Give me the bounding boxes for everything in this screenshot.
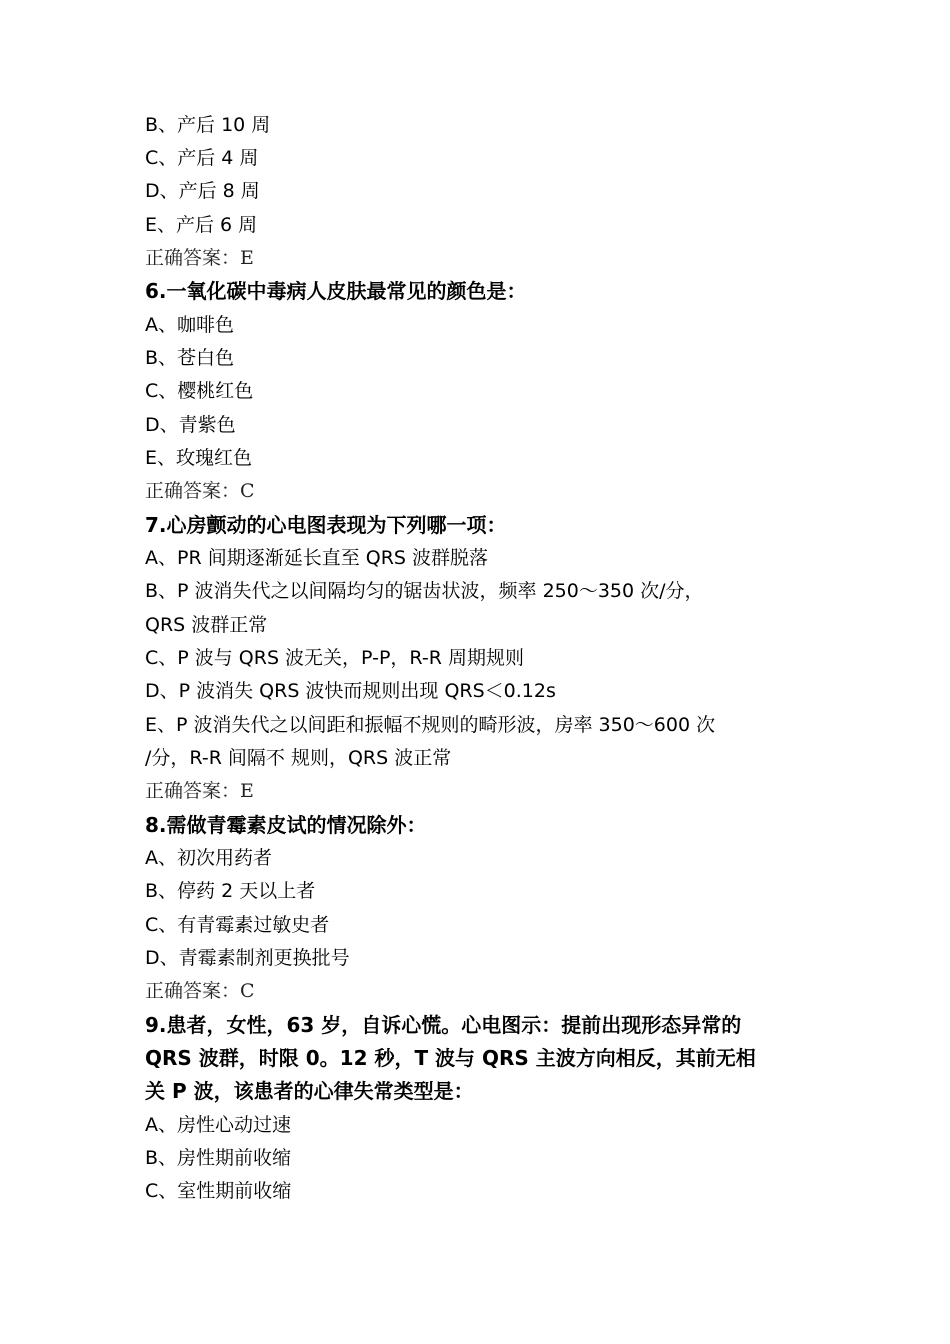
option-line: E、玫瑰红色 xyxy=(145,447,253,469)
question-line: 7.心房颤动的心电图表现为下列哪一项： xyxy=(145,513,507,537)
option-line: B、P 波消失代之以间隔均匀的锯齿状波，频率 250～350 次/分， xyxy=(145,580,704,602)
option-line: A、初次用药者 xyxy=(145,847,272,869)
answer-line: 正确答案：C xyxy=(145,480,255,502)
option-line: D、青紫色 xyxy=(145,414,236,436)
option-line: E、产后 6 周 xyxy=(145,214,258,236)
option-line: C、樱桃红色 xyxy=(145,380,254,402)
option-line: /分，R-R 间隔不 规则，QRS 波正常 xyxy=(145,747,452,769)
question-line: 6.一氧化碳中毒病人皮肤最常见的颜色是： xyxy=(145,279,527,303)
option-line: B、房性期前收缩 xyxy=(145,1147,292,1169)
option-line: A、PR 间期逐渐延长直至 QRS 波群脱落 xyxy=(145,547,488,569)
option-line: C、室性期前收缩 xyxy=(145,1180,292,1202)
option-line: A、咖啡色 xyxy=(145,314,234,336)
question-line: 关 P 波，该患者的心律失常类型是： xyxy=(145,1079,474,1103)
option-line: C、有青霉素过敏史者 xyxy=(145,914,330,936)
option-line: D、青霉素制剂更换批号 xyxy=(145,947,350,969)
option-line: B、苍白色 xyxy=(145,347,235,369)
option-line: C、P 波与 QRS 波无关，P-P，R-R 周期规则 xyxy=(145,647,524,669)
answer-line: 正确答案：C xyxy=(145,980,255,1002)
answer-line: 正确答案：E xyxy=(145,247,254,269)
question-line: 9.患者，女性，63 岁，自诉心慌。心电图示：提前出现形态异常的 xyxy=(145,1013,742,1037)
option-line: B、停药 2 天以上者 xyxy=(145,880,316,902)
answer-line: 正确答案：E xyxy=(145,780,254,802)
question-line: 8.需做青霉素皮试的情况除外： xyxy=(145,813,427,837)
option-line: E、P 波消失代之以间距和振幅不规则的畸形波，房率 350～600 次 xyxy=(145,714,716,736)
option-line: B、产后 10 周 xyxy=(145,114,271,136)
option-line: A、房性心动过速 xyxy=(145,1114,291,1136)
question-line: QRS 波群，时限 0。12 秒，T 波与 QRS 主波方向相反，其前无相 xyxy=(145,1046,756,1070)
option-line: QRS 波群正常 xyxy=(145,614,268,636)
option-line: C、产后 4 周 xyxy=(145,147,259,169)
option-line: D、产后 8 周 xyxy=(145,180,260,202)
option-line: D、P 波消失 QRS 波快而规则出现 QRS＜0.12s xyxy=(145,680,556,702)
